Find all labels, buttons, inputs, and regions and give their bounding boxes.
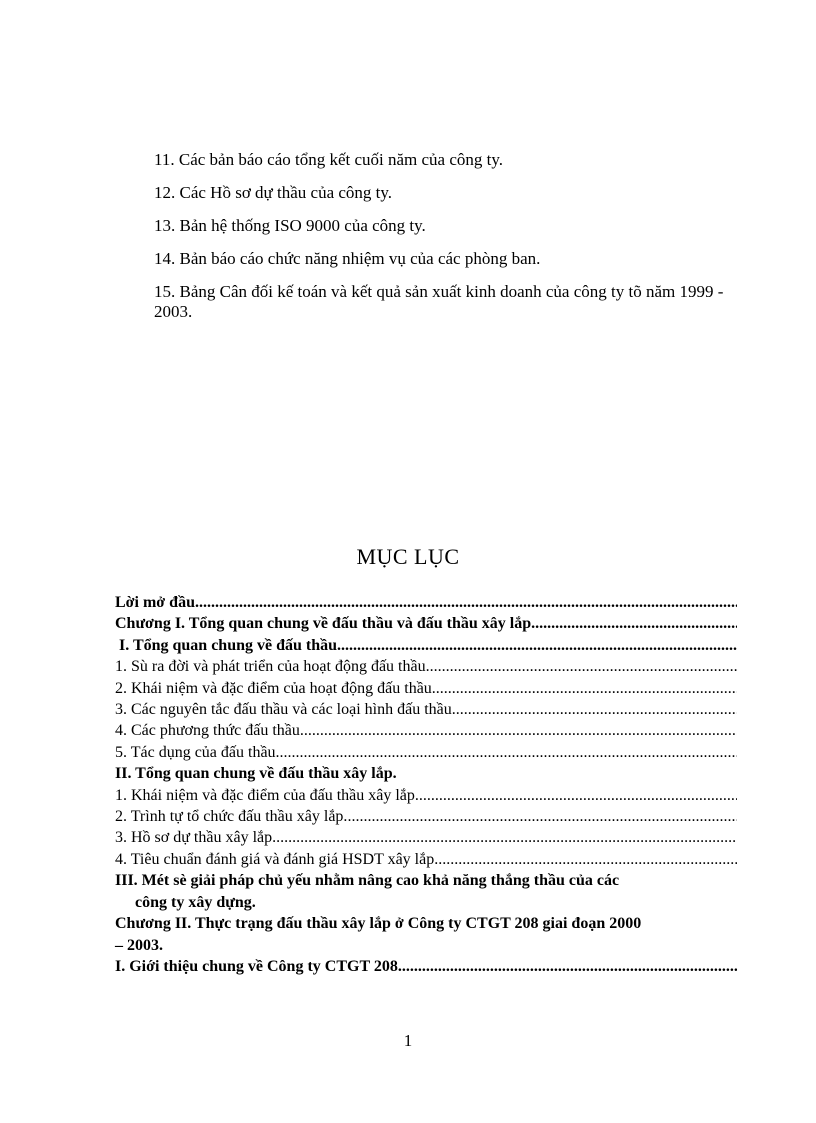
toc-entry[interactable]: III. Mét sè giải pháp chủ yếu nhằm nâng cao khả năng thắng thầu của các công ty xây dựng. [115,872,620,911]
toc-entry[interactable]: Lời mở đầu ..... [115,592,737,613]
reference-list [154,150,754,335]
toc-entry[interactable]: II. Tổng quan chung về đấu thầu xây lắp. [115,765,397,783]
toc-entry[interactable]: Chương I. Tổng quan chung về đấu thầu và đấu thầu xây lắp. ..... [115,613,737,634]
toc-entry[interactable]: Chương II. Thực trạng đấu thầu xây lắp ở Công ty CTGT 208 giai đoạn 2000 – 2003. [115,915,642,954]
toc-entry[interactable]: 2. Khái niệm và đặc điểm của hoạt động đấu thầu. ..... [115,678,737,699]
table-of-contents [115,592,737,977]
toc-entry[interactable]: 3. Các nguyên tắc đấu thầu và các loại hình đấu thầu. ..... [115,699,737,720]
toc-entry[interactable]: 5. Tác dụng của đấu thầu. ..... [115,742,737,763]
page-number: 1 [403,1031,413,1050]
toc-entry[interactable]: 2. Trình tự tổ chức đấu thầu xây lắp. ..... [115,806,737,827]
toc-title: MỤC LỤC [356,544,460,569]
toc-entry[interactable]: 1. Sù ra đời và phát triển của hoạt động đấu thầu. ..... [115,656,737,677]
toc-entry[interactable]: 4. Tiêu chuẩn đánh giá và đánh giá HSDT xây lắp. ..... [115,849,737,870]
reference-item: 12. Các Hồ sơ dự thầu của công ty. [154,183,393,202]
reference-item: 15. Bảng Cân đối kế toán và kết quả sản xuất kinh doanh của công ty tõ năm 1999 - 2003. [154,282,724,321]
reference-item: 11. Các bản báo cáo tổng kết cuối năm của công ty. [154,150,504,169]
toc-entry[interactable]: I. Giới thiệu chung về Công ty CTGT 208. ..... [115,956,737,977]
toc-entry[interactable]: 4. Các phương thức đấu thầu. ..... [115,720,737,741]
toc-entry[interactable]: I. Tổng quan chung về đấu thầu. ..... [115,635,737,656]
reference-item: 14. Bản báo cáo chức năng nhiệm vụ của các phòng ban. [154,249,541,268]
toc-entry[interactable]: 3. Hồ sơ dự thầu xây lắp. ..... [115,827,737,848]
reference-item: 13. Bản hệ thống ISO 9000 của công ty. [154,216,426,235]
toc-entry[interactable]: 1. Khái niệm và đặc điểm của đấu thầu xây lắp. ..... [115,785,737,806]
